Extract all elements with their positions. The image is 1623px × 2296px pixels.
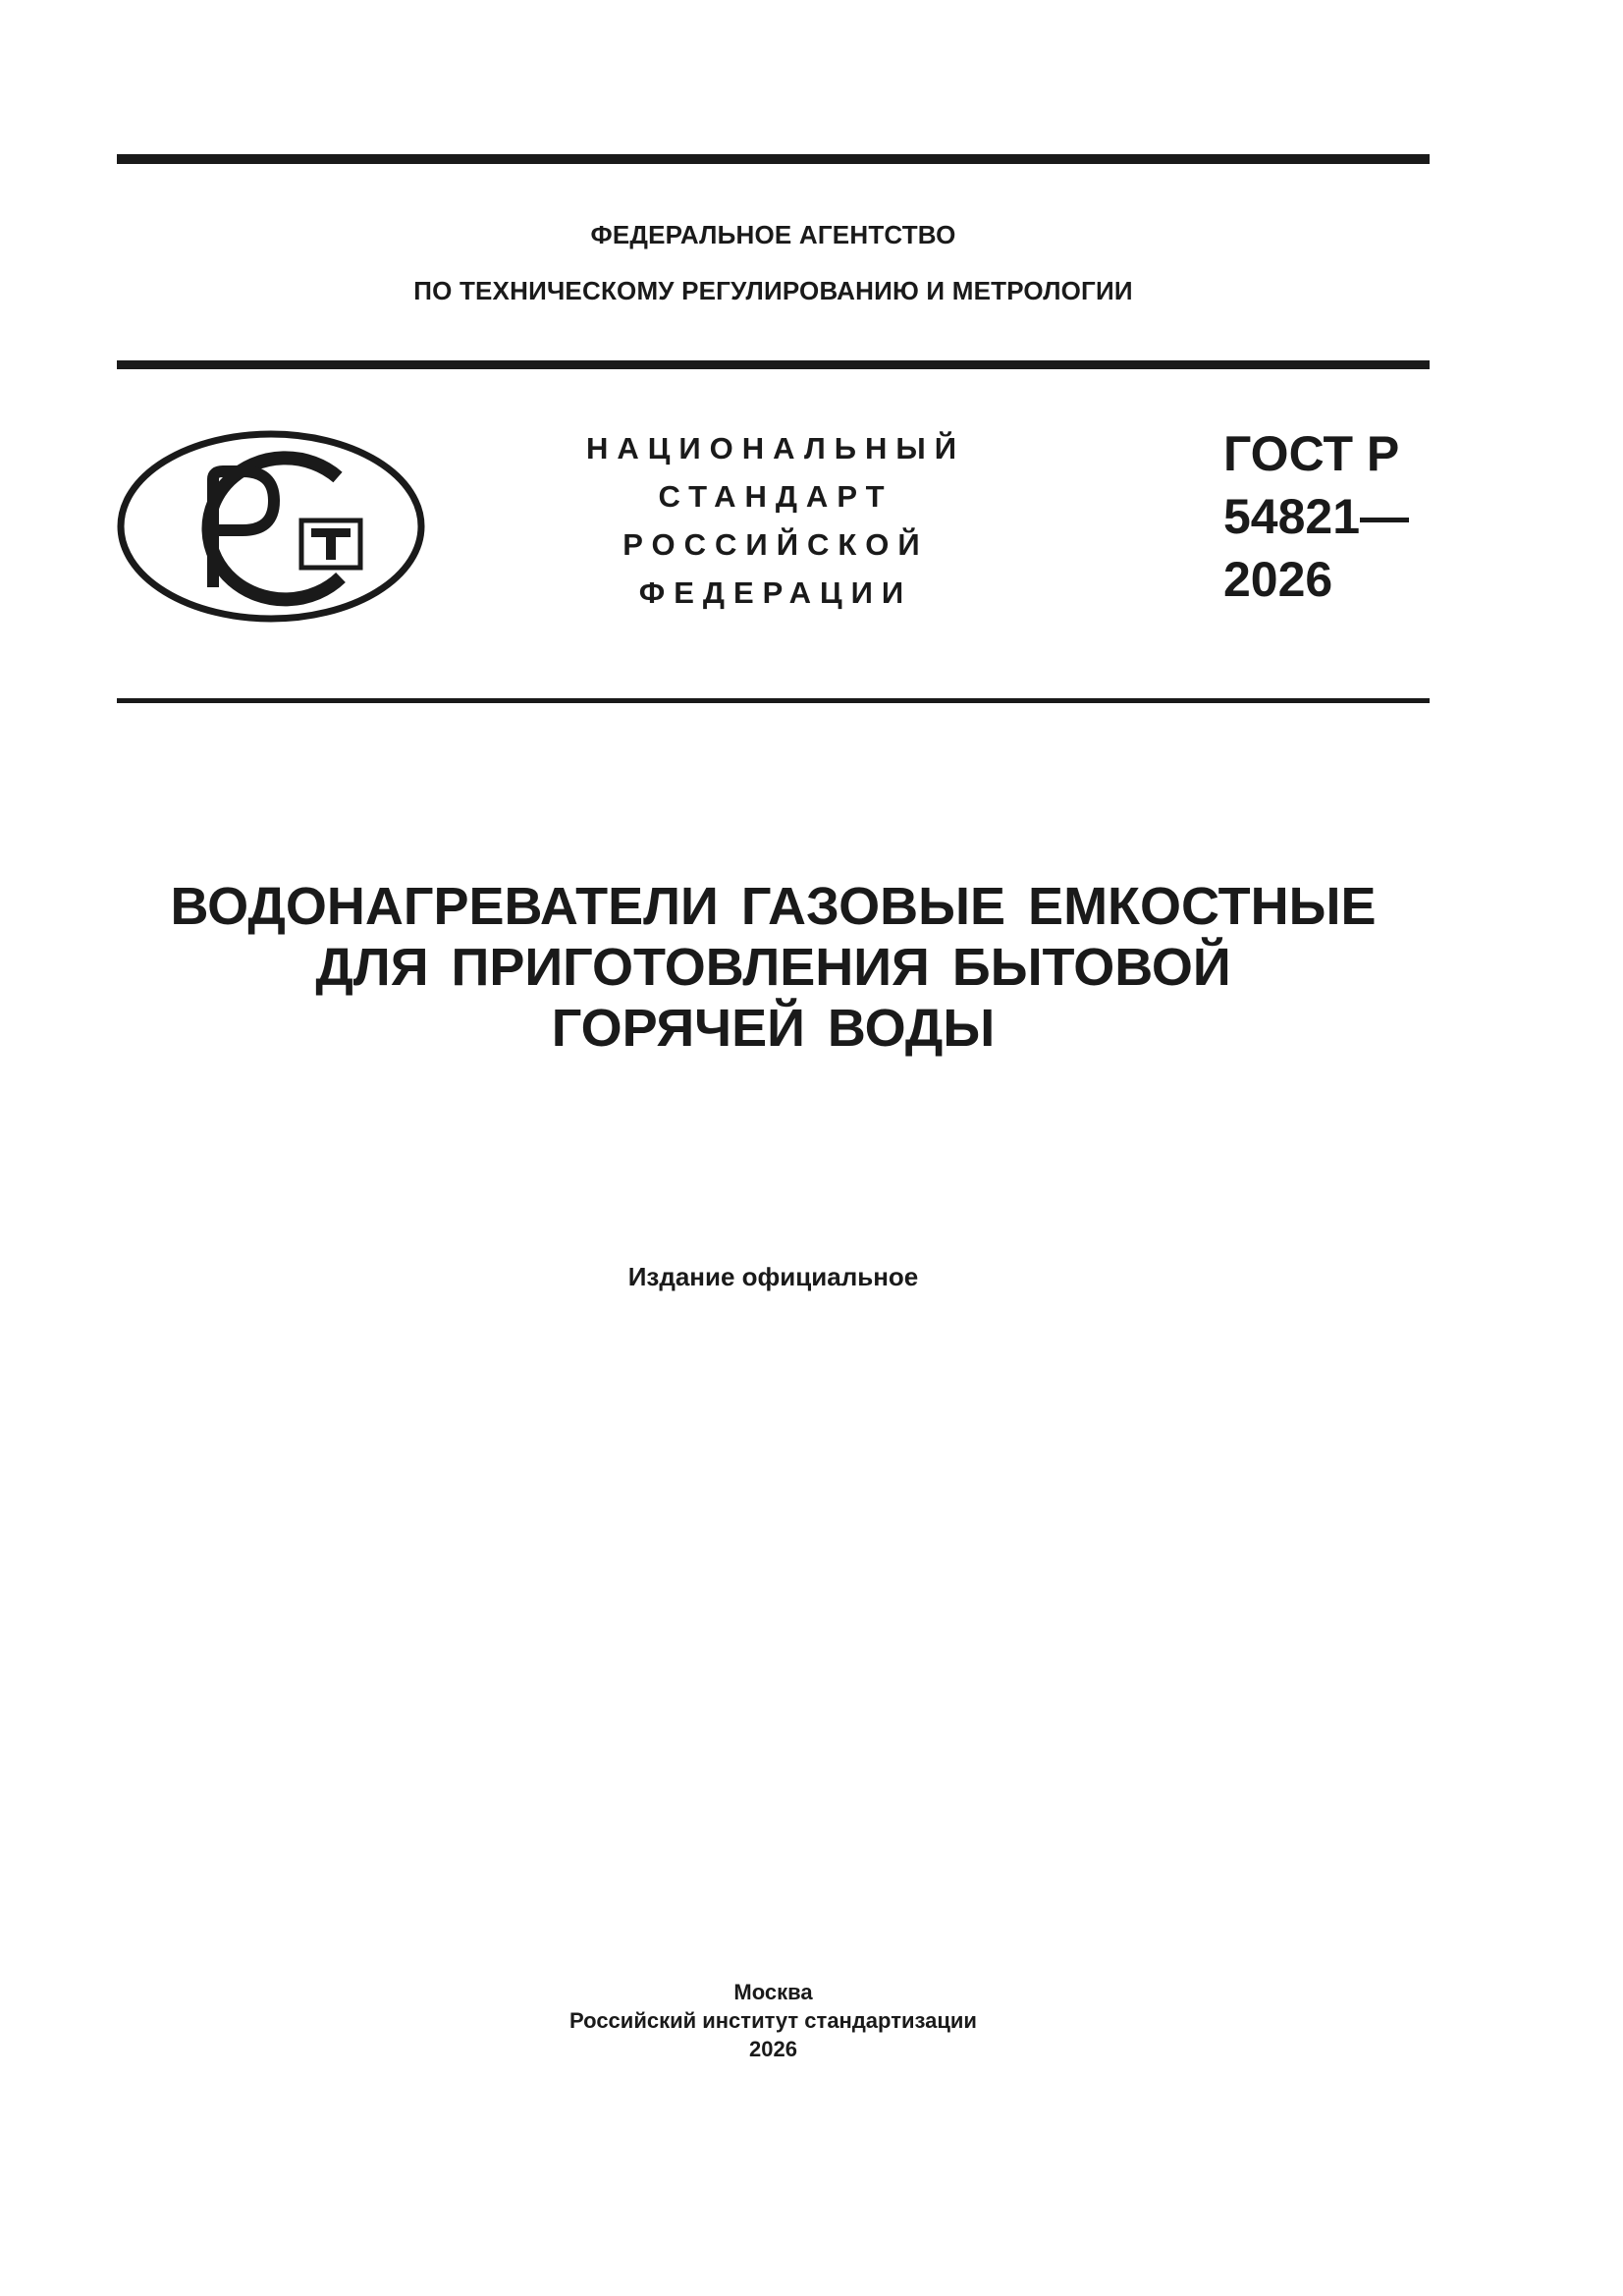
imprint-city: Москва — [733, 1980, 813, 2004]
edition-note: Издание официальное — [627, 1262, 919, 1291]
imprint-publisher: Российский институт стандартизации — [569, 2008, 977, 2033]
designation-line: 2026 — [1223, 552, 1333, 607]
designation-line: 54821— — [1223, 489, 1410, 544]
top-thick-rule — [117, 154, 1430, 164]
rst-certification-mark-icon — [117, 430, 425, 623]
title-line: ВОДОНАГРЕВАТЕЛИ ГАЗОВЫЕ ЕМКОСТНЫЕ — [170, 877, 1377, 936]
title-line: ДЛЯ ПРИГОТОВЛЕНИЯ БЫТОВОЙ — [315, 938, 1231, 997]
standard-type-line: НАЦИОНАЛЬНЫЙ — [585, 431, 966, 465]
standard-type-line: РОССИЙСКОЙ — [622, 527, 929, 562]
header-bottom-rule — [117, 360, 1430, 369]
agency-name-line-2: ПО ТЕХНИЧЕСКОМУ РЕГУЛИРОВАНИЮ И МЕТРОЛОГИИ — [413, 276, 1133, 305]
title-line: ГОРЯЧЕЙ ВОДЫ — [551, 999, 996, 1058]
agency-name-line-1: ФЕДЕРАЛЬНОЕ АГЕНТСТВО — [590, 220, 956, 249]
imprint — [117, 1978, 1430, 2063]
standard-type-block — [550, 424, 1001, 617]
designation-line: ГОСТ Р — [1223, 426, 1400, 481]
standard-type-line: ФЕДЕРАЦИИ — [638, 575, 913, 610]
header-block-bottom-rule — [117, 698, 1430, 703]
imprint-year: 2026 — [749, 2037, 797, 2061]
standard-type-line: СТАНДАРТ — [658, 479, 893, 514]
standard-designation — [1223, 422, 1409, 611]
document-title — [117, 876, 1430, 1059]
